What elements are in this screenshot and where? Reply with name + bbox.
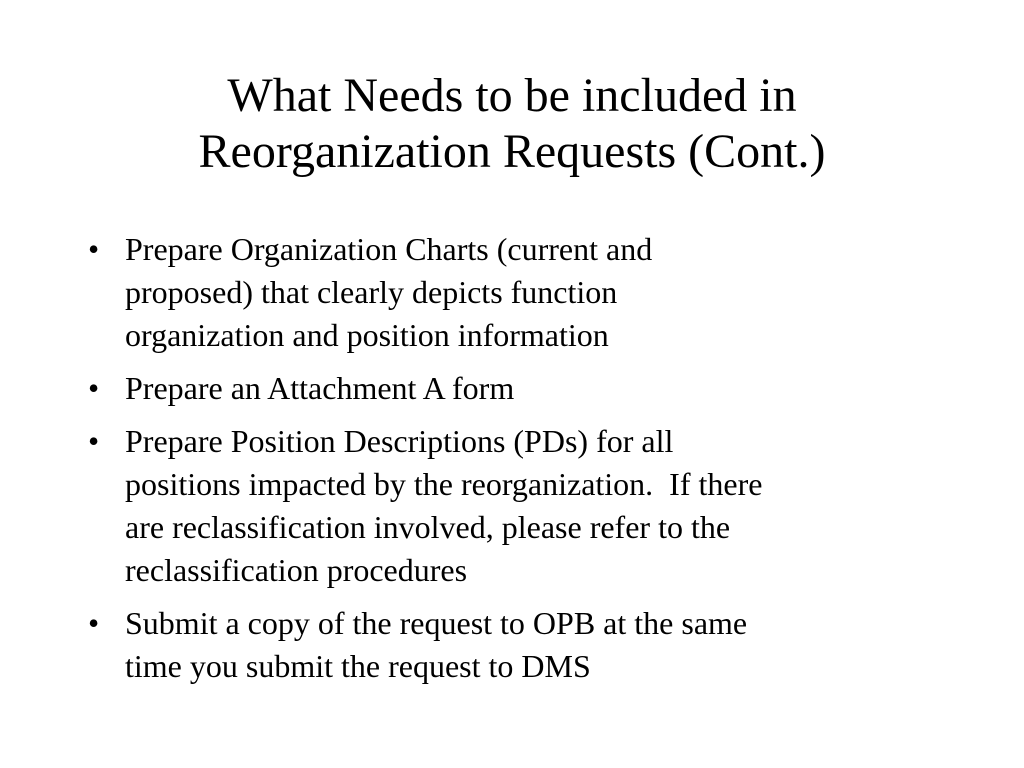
bullet-marker: • [88, 370, 100, 406]
bullet-line: Prepare Position Descriptions (PDs) for all [125, 423, 674, 459]
bullet-marker: • [88, 605, 100, 641]
bullet-line: reclassification procedures [125, 552, 468, 588]
slide-title-line: What Needs to be included in [227, 69, 797, 122]
bullet-list [80, 228, 940, 698]
slide-title [60, 68, 964, 180]
bullet-line: Prepare Organization Charts (current and [125, 231, 653, 267]
bullet-item-submit-copy [80, 602, 940, 688]
bullet-item-org-charts [80, 228, 940, 357]
bullet-line: positions impacted by the reorganization. If there [125, 466, 763, 502]
bullet-item-position-descriptions [80, 420, 940, 592]
bullet-line: organization and position information [125, 317, 609, 353]
bullet-line: proposed) that clearly depicts function [125, 274, 618, 310]
slide-title-line: Reorganization Requests (Cont.) [198, 125, 826, 178]
bullet-line: Submit a copy of the request to OPB at the same [125, 605, 748, 641]
bullet-line: Prepare an Attachment A form [125, 370, 515, 406]
bullet-marker: • [88, 423, 100, 459]
bullet-line: time you submit the request to DMS [125, 648, 591, 684]
bullet-marker: • [88, 231, 100, 267]
bullet-line: are reclassification involved, please refer to the [125, 509, 731, 545]
bullet-item-attachment-a [80, 367, 940, 410]
